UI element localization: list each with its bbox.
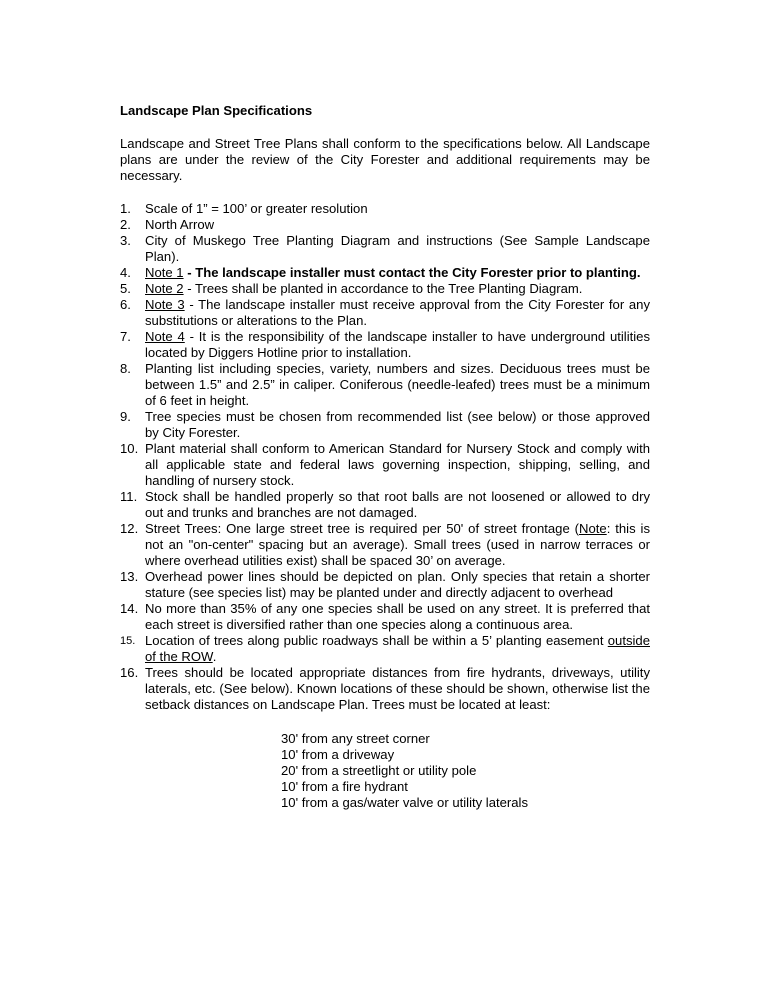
item-number: 1. (120, 201, 131, 216)
item-number: 3. (120, 233, 131, 248)
setback-item: 10' from a fire hydrant (281, 779, 408, 794)
item-number: 15. (120, 635, 136, 647)
item-text: It is the responsibility of the landscape installer to have underground utilities located by Diggers Hotline prior to installation. (145, 329, 650, 360)
item-number: 11. (120, 489, 138, 504)
document-page (120, 103, 650, 811)
intro-paragraph: Landscape and Street Tree Plans shall conform to the specifications below. All Landscape plans are under the review of the City Forester and additional requirements may be necessary. (120, 136, 650, 183)
list-item (120, 297, 650, 329)
item-text: Tree species must be chosen from recommended list (see below) or those approved by City Forester. (145, 409, 650, 440)
item-text: Overhead power lines should be depicted on plan. Only species that retain a shorter stature (see species list) may be planted under and directly adjacent to overhead (145, 569, 650, 600)
note-separator: - (183, 281, 195, 296)
note-separator: - (184, 297, 199, 312)
item-text: Plant material shall conform to American Standard for Nursery Stock and comply with all applicable state and federal laws governing inspection, shipping, selling, and handling of nursery stock. (145, 441, 650, 488)
list-item (120, 217, 650, 233)
list-item (120, 329, 650, 361)
setback-item: 20' from a streetlight or utility pole (281, 763, 477, 778)
item-text: No more than 35% of any one species shall be used on any street. It is preferred that each street is diversified rather than one species along a continuous area. (145, 601, 650, 632)
setback-item: 10' from a gas/water valve or utility laterals (281, 795, 529, 810)
list-item (120, 489, 650, 521)
list-item (120, 633, 650, 665)
setback-item: 30' from any street corner (281, 731, 430, 746)
item-number: 8. (120, 361, 131, 376)
setback-item: 10' from a driveway (281, 747, 395, 762)
item-text: The landscape installer must contact the City Forester prior to planting. (195, 265, 641, 280)
item-text: Trees shall be planted in accordance to the Tree Planting Diagram. (194, 281, 583, 296)
note-separator: - (184, 329, 199, 344)
item-text-end: . (212, 649, 217, 664)
list-item (120, 361, 650, 409)
item-number: 2. (120, 217, 131, 232)
item-text: The landscape installer must receive approval from the City Forester for any substitutions or alterations to the Plan. (145, 297, 651, 328)
note-label: Note 1 (145, 265, 184, 280)
underlined-text: outside of the ROW (145, 633, 650, 664)
list-item (120, 233, 650, 265)
item-text: Location of trees along public roadways shall be within a 5’ planting easement (145, 633, 608, 648)
note-label: Note 2 (145, 281, 184, 296)
item-text: Trees should be located appropriate distances from fire hydrants, driveways, utility laterals, etc. (See below). Known locations of these should be shown, otherwise list the setback distances on Landscape Plan. Trees must be located at least: (145, 665, 650, 712)
item-text: Stock shall be handled properly so that root balls are not loosened or allowed to dry out and trunks and branches are not damaged. (145, 489, 650, 520)
note-separator: - (183, 265, 196, 280)
list-item (120, 601, 650, 633)
item-number: 5. (120, 281, 131, 296)
item-text: City of Muskego Tree Planting Diagram and instructions (See Sample Landscape Plan). (145, 233, 650, 264)
list-item (120, 281, 650, 297)
item-number: 10. (120, 441, 139, 456)
item-number: 14. (120, 601, 139, 616)
item-text: Planting list including species, variety, numbers and sizes. Deciduous trees must be between 1.5” and 2.5” in caliper. Coniferous (needle-leafed) trees must be a minimum of 6 feet in height. (145, 361, 650, 408)
specification-list (120, 201, 650, 713)
item-number: 4. (120, 265, 131, 280)
list-item (120, 265, 650, 281)
note-label: Note 4 (145, 329, 185, 344)
list-item (120, 521, 650, 569)
note-label: Note (579, 521, 607, 536)
item-number: 6. (120, 297, 131, 312)
item-number: 16. (120, 665, 139, 680)
item-text-start: Street Trees: One large street tree is required per 50' of street frontage ( (145, 521, 580, 536)
document-title: Landscape Plan Specifications (120, 103, 313, 118)
setback-list (281, 731, 768, 811)
list-item (120, 569, 650, 601)
list-item (120, 441, 650, 489)
item-number: 13. (120, 569, 139, 584)
item-text-end: : this is not an "on-center" spacing but an average). Small trees (used in narrow terraces or where overhead utilities exist) shall be spaced 30’ on average. (145, 521, 650, 568)
item-number: 9. (120, 409, 131, 424)
item-text: Scale of 1” = 100’ or greater resolution (145, 201, 368, 216)
item-number: 7. (120, 329, 131, 344)
item-number: 12. (120, 521, 139, 536)
item-text: North Arrow (145, 217, 215, 232)
list-item (120, 409, 650, 441)
list-item (120, 665, 650, 713)
list-item (120, 201, 650, 217)
note-label: Note 3 (145, 297, 185, 312)
